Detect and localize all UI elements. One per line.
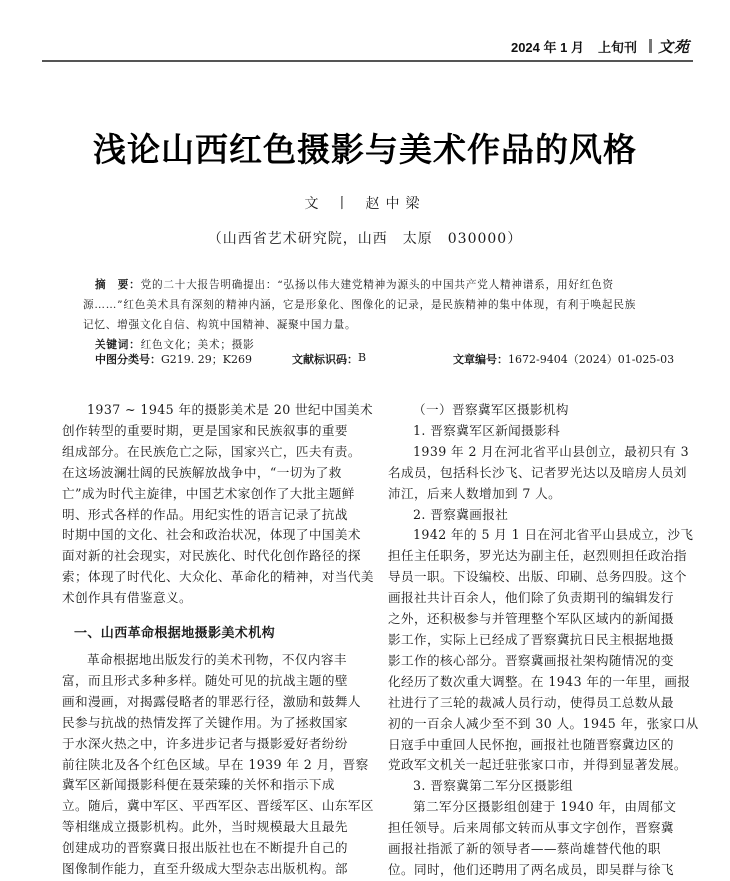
body-line: 立。随后，冀中军区、平西军区、晋绥军区、山东军区 <box>62 798 374 814</box>
doc-code-value: B <box>358 351 367 364</box>
left-column <box>62 400 374 880</box>
abstract-line: 记忆、增强文化自信、构筑中国精神、凝聚中国力量。 <box>83 319 357 331</box>
doc-code-label: 文献标识码： <box>292 354 358 366</box>
body-line: 亡”成为时代主旋律，中国艺术家创作了大批主题鲜 <box>62 485 355 501</box>
body-line: 名成员，包括科长沙飞、记者罗光达以及暗房人员刘 <box>388 464 687 480</box>
body-line: 冀军区新闻摄影科便在聂荣臻的关怀和指示下成 <box>62 777 335 793</box>
body-line: 画和漫画，对揭露侵略者的罪恶行径，激励和鼓舞人 <box>62 693 361 709</box>
body-line: 1939 年 2 月在河北省平山县创立，最初只有 3 <box>413 443 689 459</box>
body-line: 术创作具有借鉴意义。 <box>62 590 192 606</box>
body-line: 组成部分。在民族危亡之际，国家兴亡，匹夫有责。 <box>62 443 361 459</box>
body-line: 化经历了数次重大调整。在 1943 年的一年里，画报 <box>388 673 691 689</box>
journal-name: 文苑 <box>657 37 690 56</box>
keywords: 红色文化；美术；摄影 <box>140 339 255 351</box>
body-line: 担任领导。后来周郁文转而从事文字创作，晋察冀 <box>388 820 674 836</box>
body-line: 在这场波澜壮阔的民族解放战争中，“一切为了救 <box>62 464 342 480</box>
body-line: 党政军文机关一起迁驻张家口市，并得到显著发展。 <box>388 757 687 773</box>
running-header <box>511 36 690 56</box>
classification-row <box>95 351 695 369</box>
abstract-line: 党的二十大报告明确提出：“弘扬以伟大建党精神为源头的中国共产党人精神谱系，用好红色资 <box>140 279 614 291</box>
abstract-label: 摘 要： <box>95 279 141 291</box>
body-line: 担任主任职务，罗光达为副主任，赵烈则担任政治指 <box>388 548 687 564</box>
body-line: 明、形式各样的作品。用纪实性的语言记录了抗战 <box>62 506 348 522</box>
body-line: 初的一百余人减少至不到 30 人。1945 年，张家口从 <box>388 715 699 731</box>
clc-value: G219. 29；K269 <box>161 353 252 366</box>
body-line: 索；体现了时代化、大众化、革命化的精神，对当代美 <box>62 569 374 585</box>
header-divider <box>649 39 652 53</box>
body-line: 前往陕北及各个红色区域。早在 1939 年 2 月，晋察 <box>62 756 369 772</box>
article-no-value: 1672-9404（2024）01-025-03 <box>508 353 675 366</box>
body-line: 等相继成立摄影机构。此外，当时规模最大且最先 <box>62 819 348 835</box>
abstract-line: 源……”红色美术具有深刻的精神内涵，它是形象化、图像化的记录，是民族精神的集中体现，有利于唤起民族 <box>83 299 637 311</box>
body-line: 创建成功的晋察冀日报出版社也在不断提升自己的 <box>62 840 348 856</box>
body-line: 革命根据地出版发行的美术刊物，不仅内容丰 <box>87 651 347 667</box>
body-line: 创作转型的重要时期，更是国家和民族叙事的重要 <box>62 422 348 438</box>
article-no-label: 文章编号： <box>453 354 508 366</box>
header-rule <box>42 60 693 62</box>
section-heading: 一、山西革命根据地摄影美术机构 <box>74 625 276 641</box>
body-line: 面对新的社会现实，对民族化、时代化创作路径的探 <box>62 548 361 564</box>
article-title: 浅论山西红色摄影与美术作品的风格 <box>93 130 637 169</box>
subsection-heading: （一）晋察冀军区摄影机构 <box>413 402 569 417</box>
article-author: 文 丨 赵中梁 <box>304 196 426 212</box>
body-line: 导员一职。下设编校、出版、印刷、总务四股。这个 <box>388 569 687 585</box>
author-affiliation: （山西省艺术研究院，山西 太原 030000） <box>207 231 523 247</box>
body-line: 画报社共计百余人，他们除了负责期刊的编辑发行 <box>388 590 674 606</box>
issue-date: 2024 年 1 月 <box>510 39 584 55</box>
body-line: 日寇手中重回人民怀抱，画报社也随晋察冀边区的 <box>388 736 674 752</box>
body-line: 图像制作能力，直至升级成大型杂志出版机构。部 <box>62 861 348 877</box>
issue-period: 上旬刊 <box>597 39 637 55</box>
body-line: 影工作，实际上已经成了晋察冀抗日民主根据地摄 <box>388 631 674 647</box>
keywords-label: 关键词： <box>95 339 141 351</box>
right-column <box>388 400 698 881</box>
body-line: 位。同时，他们还聘用了两名成员，即吴群与徐飞 <box>388 861 674 877</box>
body-line: 画报社指派了新的领导者——蔡尚雄替代他的职 <box>388 841 661 857</box>
body-line: 时期中国的文化、社会和政治状况，体现了中国美术 <box>62 527 361 543</box>
body-line: 民参与抗战的热情发挥了关键作用。为了拯救国家 <box>62 714 348 730</box>
body-line: 富，而且形式多种多样。随处可见的抗战主题的壁 <box>62 672 348 688</box>
body-line: 社进行了三轮的裁减人员行动，使得员工总数从最 <box>388 694 674 710</box>
body-line: 1942 年的 5 月 1 日在河北省平山县成立，沙飞 <box>413 527 694 543</box>
item-title: 1. 晋察冀军区新闻摄影科 <box>413 422 561 438</box>
body-line: 于水深火热之中，许多进步记者与摄影爱好者纷纷 <box>62 735 348 751</box>
body-line: 第二军分区摄影组创建于 1940 年，由周郁文 <box>413 799 677 815</box>
item-title: 2. 晋察冀画报社 <box>413 506 509 522</box>
body-line: 1937 ~ 1945 年的摄影美术是 20 世纪中国美术 <box>87 402 374 417</box>
body-line: 沛江，后来人数增加到 7 人。 <box>388 485 562 501</box>
abstract <box>83 275 695 355</box>
item-title: 3. 晋察冀第二军分区摄影组 <box>413 778 574 794</box>
body-line: 之外，还积极参与并管理整个军队区域内的新闻摄 <box>388 611 674 627</box>
clc-label: 中图分类号： <box>95 354 161 366</box>
body-line: 影工作的核心部分。晋察冀画报社架构随情况的变 <box>388 652 674 668</box>
